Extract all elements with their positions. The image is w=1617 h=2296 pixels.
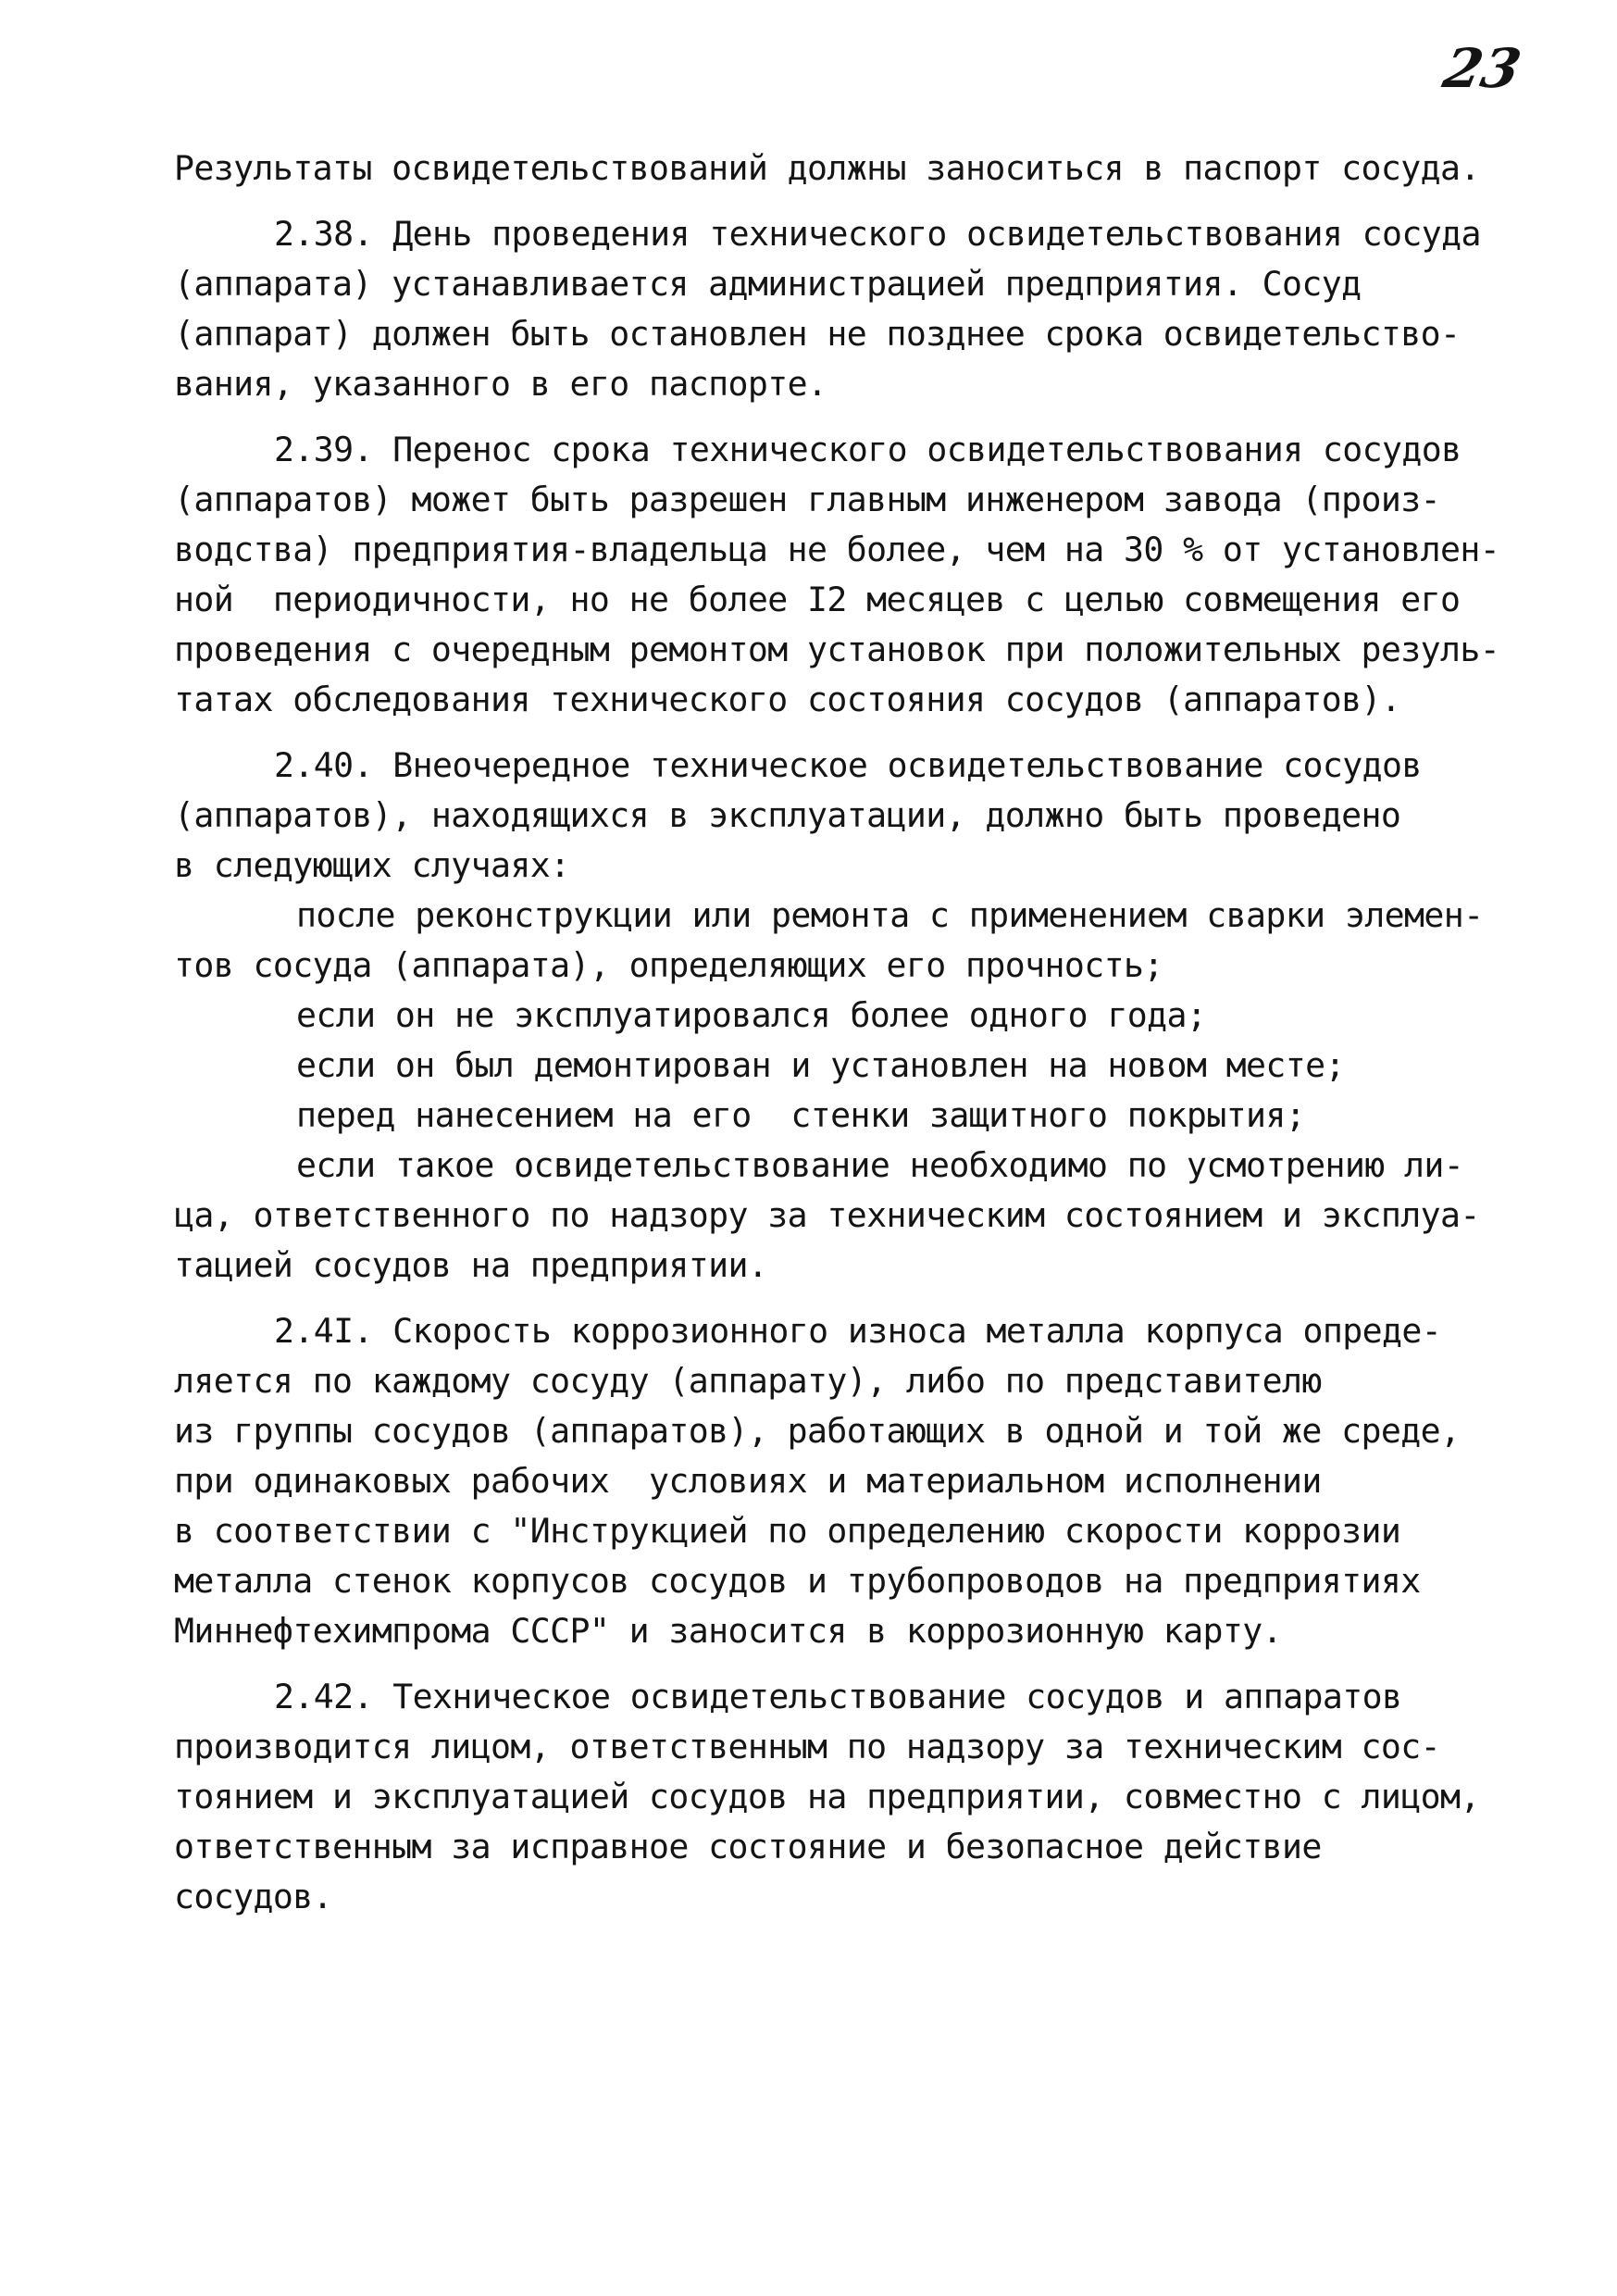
paragraph-line: водства) предприятия-владельца не более, чем на 30 % от установлен- [174,530,1500,569]
paragraph-line: производится лицом, ответственным по надзору за техническим сос- [174,1727,1440,1766]
paragraph-line: тоянием и эксплуатацией сосудов на предприятии, совместно с лицом, [174,1777,1480,1816]
paragraph-2-38 [174,209,1516,409]
paragraph-line: 2.40. Внеочередное техническое освидетельствование сосудов [274,745,1422,785]
list-item-line: ца, ответственного по надзору за техническим состоянием и эксплуа- [174,1195,1480,1235]
paragraph-2-39 [174,425,1516,725]
paragraph-line: вания, указанного в его паспорте. [174,364,827,404]
paragraph-2-40 [174,741,1516,1291]
paragraph-2-42 [174,1672,1516,1922]
list-item-line: если он не эксплуатировался более одного года; [296,995,1207,1035]
list-item-discretion [174,1141,1516,1291]
list-item-not-operated [174,991,1516,1041]
list-item-reconstruction [174,891,1516,991]
list-item-line: тов сосуда (аппарата), определяющих его прочность; [174,945,1163,985]
paragraph-2-41 [174,1306,1516,1656]
intro-line: Результаты освидетельствований должны заноситься в паспорт сосуда. [174,148,1480,188]
list-item-line: тацией сосудов на предприятии. [174,1245,768,1285]
paragraph-line: Миннефтехимпрома СССР" и заносится в коррозионную карту. [174,1611,1282,1651]
paragraph-line: из группы сосудов (аппаратов), работающих в одной и той же среде, [174,1411,1461,1451]
paragraph-line: 2.39. Перенос срока технического освидетельствования сосудов [274,430,1462,469]
paragraph-line: (аппарат) должен быть остановлен не позднее срока освидетельство- [174,314,1461,354]
list-item-line: после реконструкции или ремонта с применением сварки элемен- [296,895,1484,935]
paragraph-line: проведения с очередным ремонтом установок при положительных резуль- [174,630,1500,669]
list-item-line: если он был демонтирован и установлен на новом месте; [296,1045,1345,1085]
paragraph-line: (аппарата) устанавливается администрацией предприятия. Сосуд [174,264,1362,304]
list-item-line: перед нанесением на его стенки защитного покрытия; [296,1095,1306,1135]
page-number: 23 [1438,37,1527,100]
paragraph-line: при одинаковых рабочих условиях и материальном исполнении [174,1461,1322,1501]
paragraph-line: ответственным за исправное состояние и безопасное действие [174,1827,1322,1866]
paragraph-line: сосудов. [174,1877,332,1916]
paragraph-line: металла стенок корпусов сосудов и трубопроводов на предприятиях [174,1561,1421,1601]
paragraph-line: 2.4I. Скорость коррозионного износа металла корпуса опреде- [274,1311,1442,1351]
paragraph-line: (аппаратов), находящихся в эксплуатации, должно быть проведено [174,795,1401,835]
paragraph-line: в соответствии с "Инструкцией по определению скорости коррозии [174,1511,1401,1551]
list-item-dismantled [174,1041,1516,1091]
paragraph-line: (аппаратов) может быть разрешен главным инженером завода (произ- [174,480,1440,519]
paragraph-line: 2.38. День проведения технического освидетельствования сосуда [274,214,1481,254]
paragraph-line: ной периодичности, но не более I2 месяцев с целью совмещения его [174,580,1461,619]
list-item-line: если такое освидетельствование необходимо по усмотрению ли- [296,1145,1464,1185]
list-item-coating [174,1091,1516,1141]
paragraph-line: 2.42. Техническое освидетельствование сосудов и аппаратов [274,1677,1402,1716]
paragraph-line: в следующих случаях: [174,845,570,885]
paragraph-line: ляется по каждому сосуду (аппарату), либо по представителю [174,1361,1322,1401]
paragraph-line: татах обследования технического состояния сосудов (аппаратов). [174,680,1401,719]
document-body [174,144,1516,1922]
